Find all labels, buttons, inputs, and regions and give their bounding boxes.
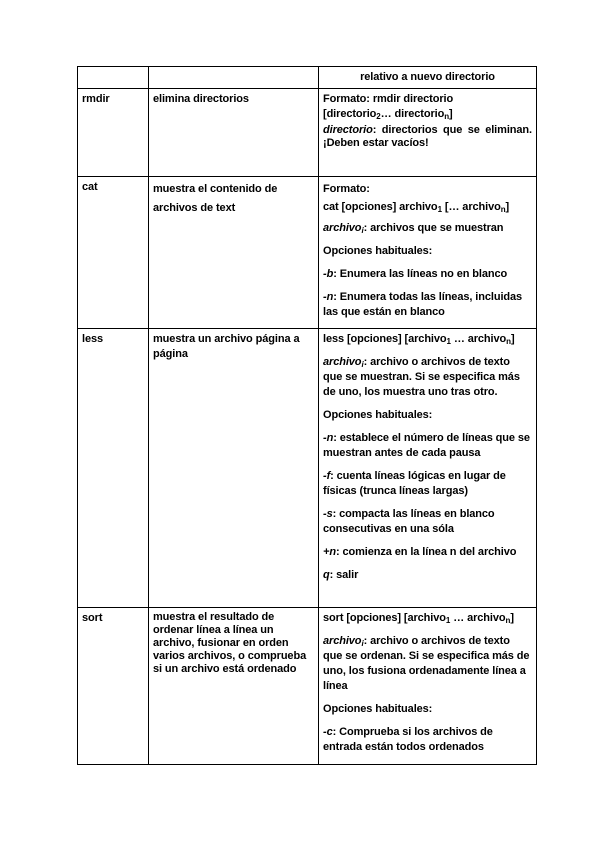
option-item: -f: cuenta líneas lógicas en lugar de físicas (trunca líneas largas) (323, 470, 506, 497)
option-item: -b: Enumera las líneas no en blanco (323, 268, 508, 280)
format-line: sort [opciones] [archivo$_1$ … archivo$_n$] (323, 612, 514, 625)
table-row (78, 608, 537, 765)
argument-desc: archivo$_i$: archivos que se muestran (323, 222, 504, 235)
option-item: +n: comienza en la línea n del archivo (323, 546, 517, 558)
cell-desc: muestra el resultado de ordenar línea a línea un archivo, fusionar en orden varios archivos, o comprueba si un archivo está ordenado (149, 608, 319, 765)
option-item: -s: compacta las líneas en blanco consecutivas en una sóla (323, 508, 495, 535)
cell-desc: muestra un archivo página a página (149, 329, 319, 608)
cell-cmd: less (78, 329, 149, 608)
argument-desc: directorio: directorios que se eliminan. ¡Deben estar vacíos! (323, 124, 532, 149)
cell-desc (149, 67, 319, 89)
options-label: Opciones habituales: (323, 409, 433, 421)
options-label: Opciones habituales: (323, 245, 433, 257)
cell-detail: Formato: cat [opciones] archivo$_1$ [… archivo$_n$] archivo$_i$: archivos que se muestran Opciones habituales: -b: Enumera las líneas no en blanco -n: Enumera todas las líneas, incluidas las que están en blanco (319, 177, 537, 329)
format-line: less [opciones] [archivo$_1$ … archivo$_n$] (323, 333, 515, 346)
cell-cmd: rmdir (78, 89, 149, 177)
cell-desc: muestra el contenido de archivos de text (149, 177, 319, 329)
table-row (78, 89, 537, 177)
table-row (78, 67, 537, 89)
cell-cmd: sort (78, 608, 149, 765)
cell-cmd (78, 67, 149, 89)
option-item: q: salir (323, 569, 359, 581)
cell-detail: relativo a nuevo directorio (319, 67, 537, 89)
cell-detail (319, 329, 537, 608)
cell-detail (319, 608, 537, 765)
option-item: -n: establece el número de líneas que se muestran antes de cada pausa (323, 432, 530, 459)
table-row (78, 329, 537, 608)
commands-table (77, 66, 537, 765)
cell-desc: elimina directorios (149, 89, 319, 177)
argument-desc: archivo$_i$: archivo o archivos de texto que se muestran. Si se especifica más de uno, los muestra uno tras otro. (323, 356, 520, 398)
cell-detail: Formato: rmdir directorio [directorio$_2$… directorio$_n$] directorio: directorios que se eliminan. ¡Deben estar vacíos! (319, 89, 537, 177)
options-label: Opciones habituales: (323, 703, 433, 715)
cell-cmd: cat (78, 177, 149, 329)
option-item: -c: Comprueba si los archivos de entrada están todos ordenados (323, 726, 493, 753)
argument-desc: archivo$_i$: archivo o archivos de texto que se ordenan. Si se especifica más de uno, los fusiona ordenadamente línea a línea (323, 635, 530, 692)
table-row (78, 177, 537, 329)
option-item: -n: Enumera todas las líneas, incluidas las que están en blanco (323, 291, 523, 318)
format-line: Formato: rmdir directorio (323, 93, 454, 105)
